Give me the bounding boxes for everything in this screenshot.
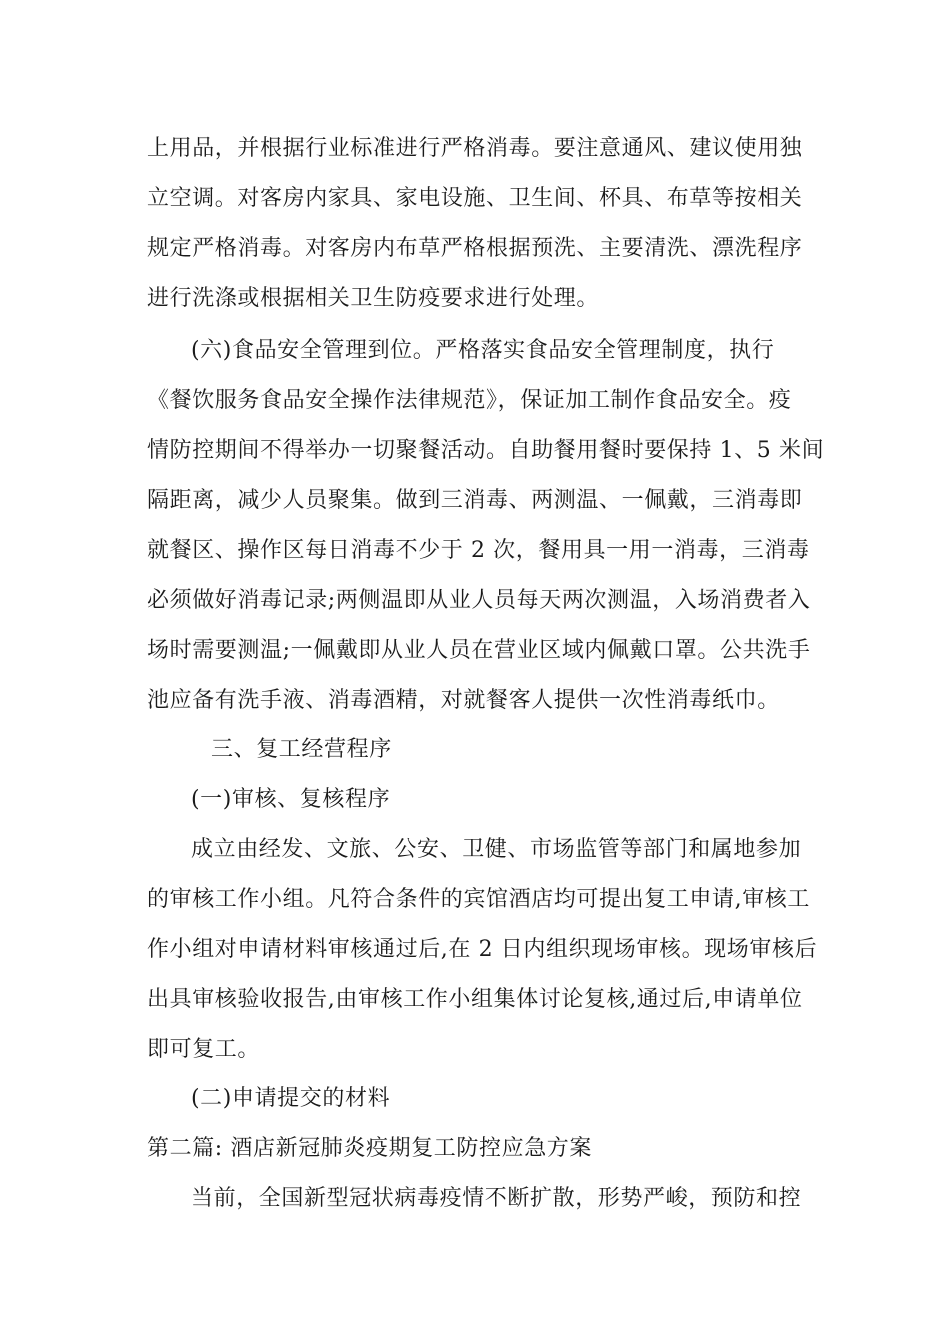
section-heading-three: 三、复工经营程序 [211,737,392,762]
paragraph-line: 的审核工作小组。凡符合条件的宾馆酒店均可提出复工申请,审核工 [147,887,810,912]
paragraph-line: 成立由经发、文旅、公安、卫健、市场监管等部门和属地参加 [191,837,802,862]
paragraph-line: 《餐饮服务食品安全操作法律规范》，保证加工制作食品安全。疫 [147,388,792,413]
paragraph-line: 情防控期间不得举办一切聚餐活动。自助餐用餐时要保持 1、5 米间 [147,438,825,463]
paragraph-line: 池应备有洗手液、消毒酒精，对就餐客人提供一次性消毒纸巾。 [147,688,780,713]
paragraph-line: 当前，全国新型冠状病毒疫情不断扩散，形势严峻，预防和控 [191,1186,802,1211]
paragraph-line: 作小组对申请材料审核通过后,在 2 日内组织现场审核。现场审核后 [147,937,818,962]
section-heading-six: (六)食品安全管理到位。严格落实食品安全管理制度，执行 [191,338,775,363]
paragraph-line: 上用品，并根据行业标准进行严格消毒。要注意通风、建议使用独 [147,136,803,161]
paragraph-line: 规定严格消毒。对客房内布草严格根据预洗、主要清洗、漂洗程序 [147,236,803,261]
subsection-heading-two: (二)申请提交的材料 [191,1086,391,1111]
paragraph-line: 必须做好消毒记录;两侧温即从业人员每天两次测温，入场消费者入 [147,588,811,613]
subsection-heading-one: (一)审核、复核程序 [191,787,391,812]
paragraph-line: 出具审核验收报告,由审核工作小组集体讨论复核,通过后,申请单位 [147,987,803,1012]
paragraph-line: 隔距离，减少人员聚集。做到三消毒、两测温、一佩戴，三消毒即 [147,488,803,513]
chapter-title: 第二篇: 酒店新冠肺炎疫期复工防控应急方案 [147,1136,593,1161]
paragraph-line: 场时需要测温;一佩戴即从业人员在营业区域内佩戴口罩。公共洗手 [147,638,811,663]
paragraph-line: 就餐区、操作区每日消毒不少于 2 次，餐用具一用一消毒，三消毒 [147,538,810,563]
paragraph-line: 进行洗涤或根据相关卫生防疫要求进行处理。 [147,286,600,311]
paragraph-line: 立空调。对客房内家具、家电设施、卫生间、杯具、布草等按相关 [147,186,803,211]
paragraph-line: 即可复工。 [147,1037,261,1062]
